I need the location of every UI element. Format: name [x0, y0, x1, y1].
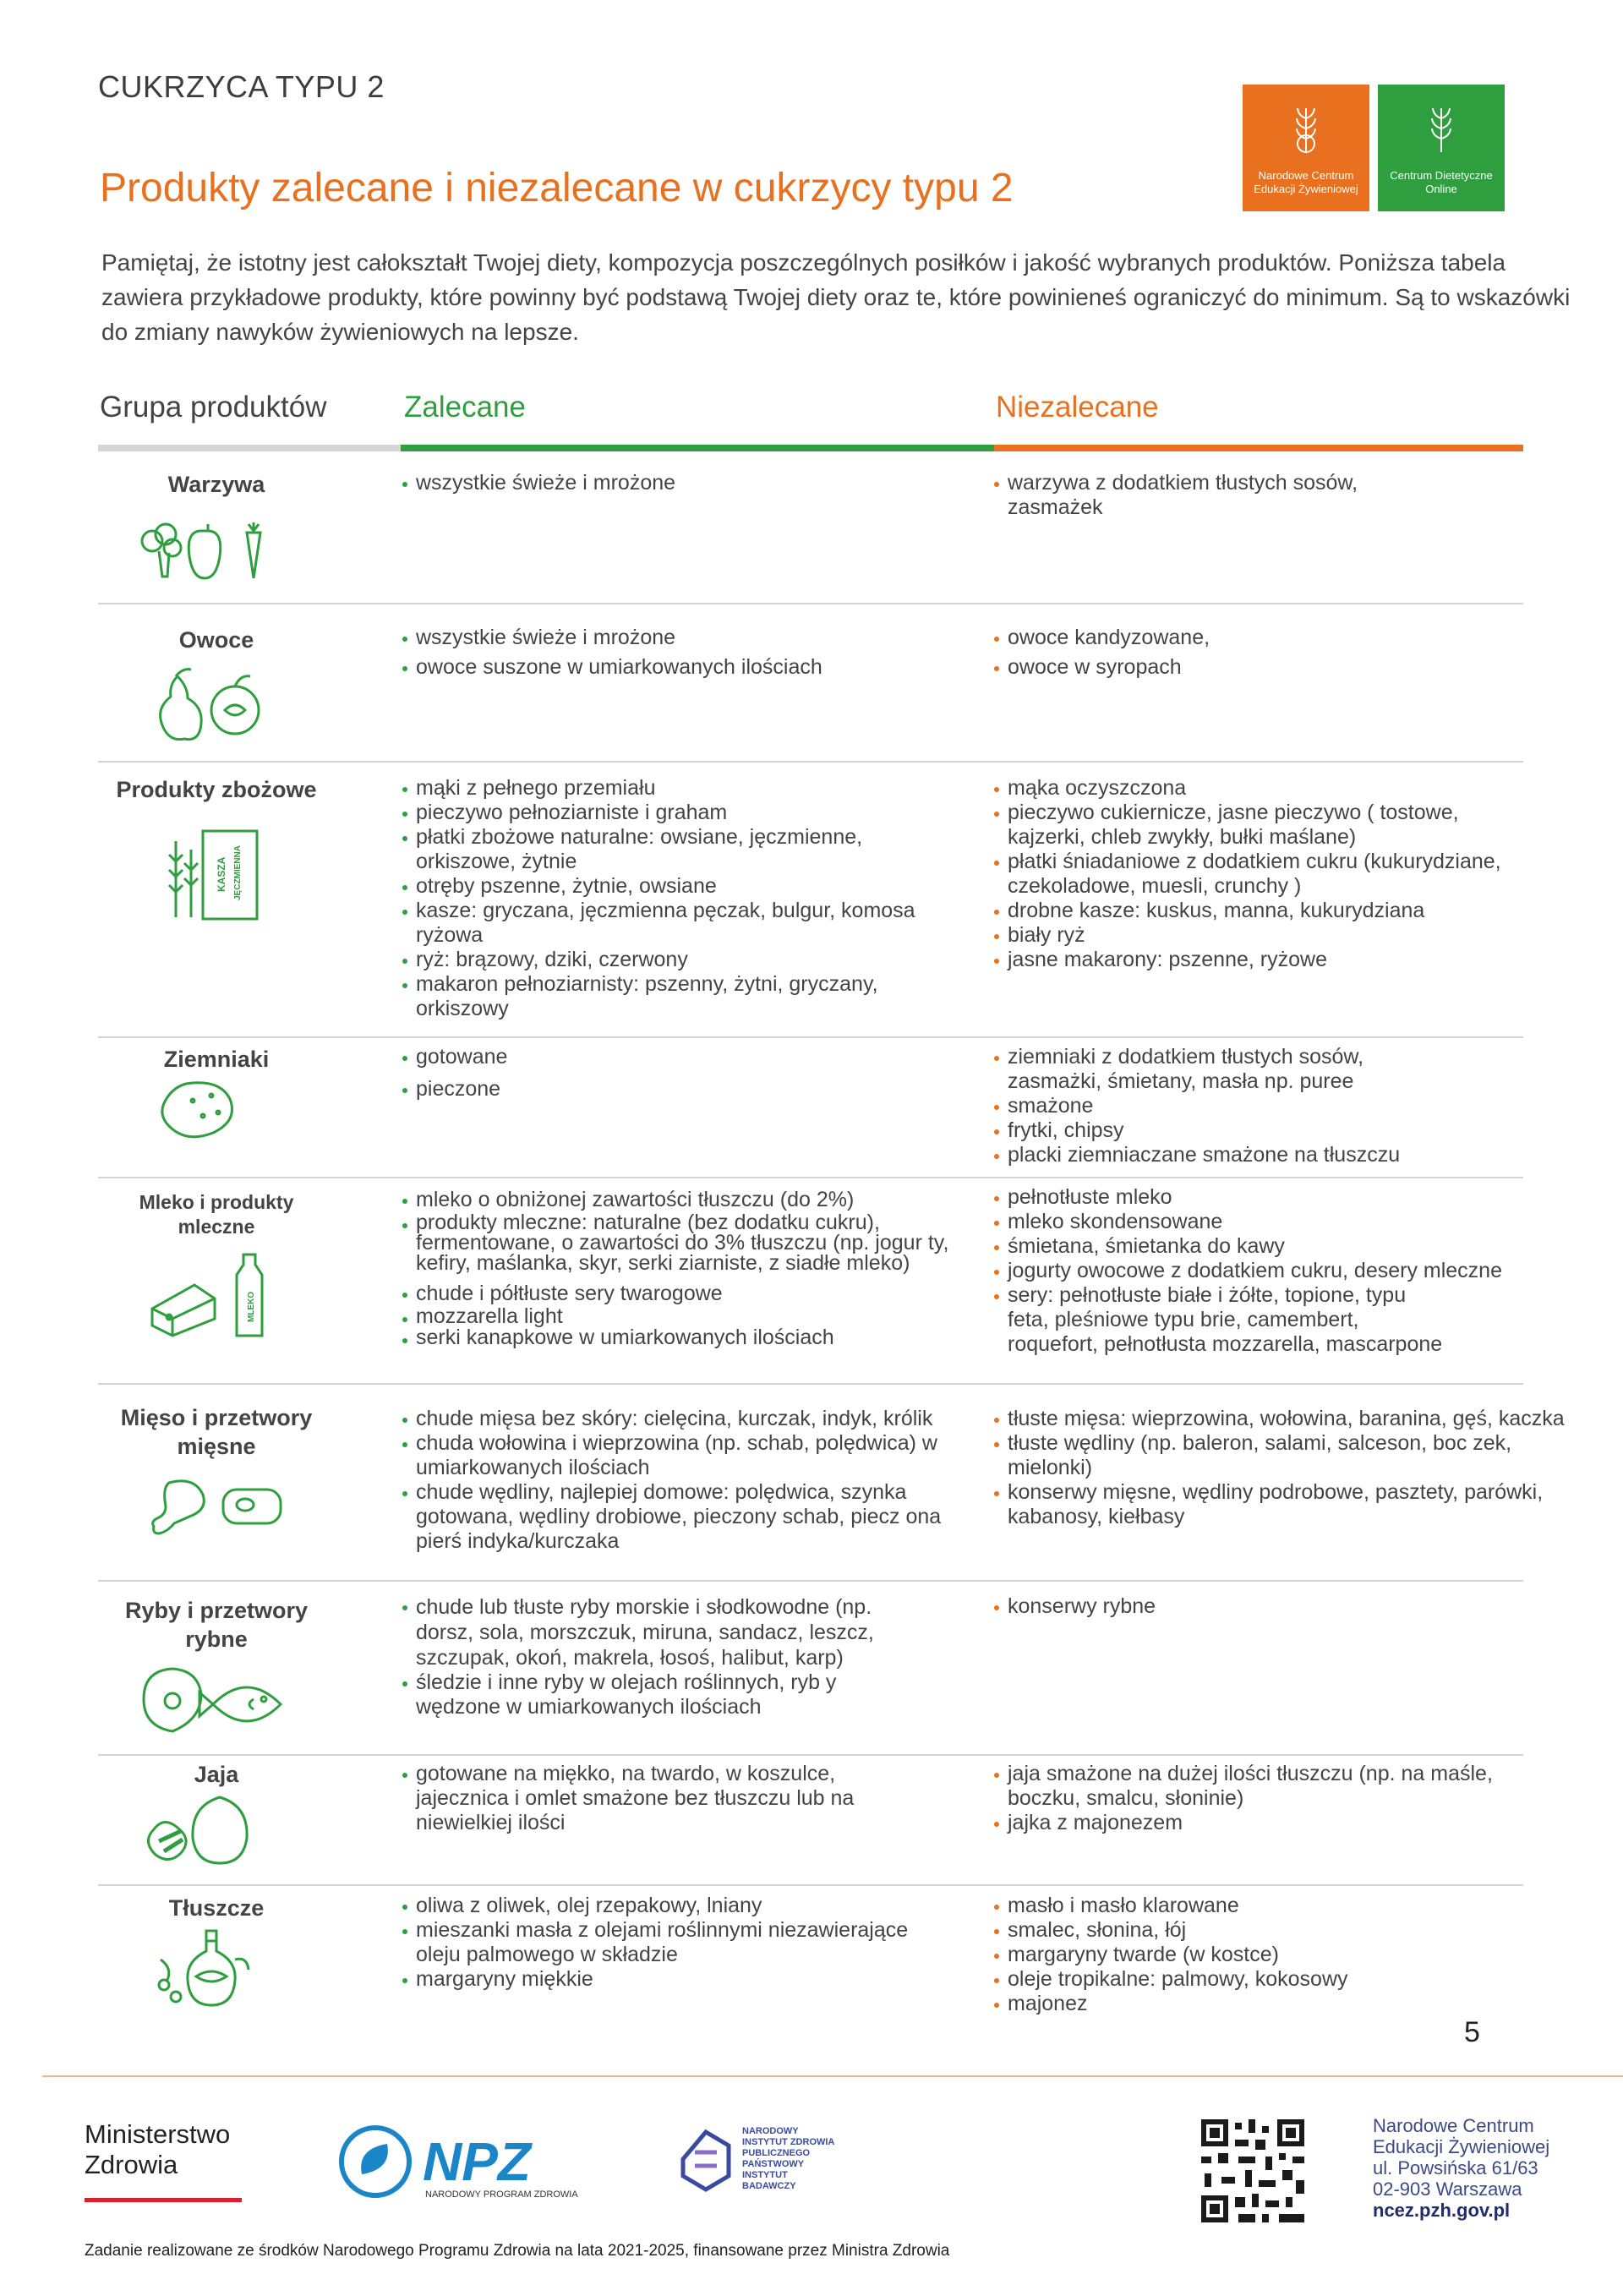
list-item: chude lub tłuste ryby morskie i słodkowodne (np. dorsz, sola, morszczuk, miruna, sandacz, leszcz, szczupak, okoń, makrela, łosoś, halibut, karp) — [402, 1594, 910, 1670]
row-divider — [98, 1036, 1523, 1038]
ministry-logo: Ministerstwo Zdrowia — [85, 2119, 231, 2179]
npz-logo: NPZ — [423, 2131, 531, 2192]
group-fish-label: Ryby i przetwory rybne — [124, 1598, 309, 1652]
list-nrec-meat — [994, 1407, 1577, 1529]
list-item: sery: pełnotłuste białe i żółte, topione, typu feta, pleśniowe typu brie, camembert, roquefort, pełnotłusta mozzarella, mascarpone — [994, 1283, 1447, 1357]
list-item: masło i masło klarowane — [994, 1894, 1586, 1918]
address-line: Narodowe Centrum — [1373, 2115, 1534, 2136]
list-item: gotowane na miękko, na twardo, w koszulce, jajecznica i omlet smażone bez tłuszczu lub na niewielkiej ilości — [402, 1762, 876, 1835]
row-divider — [98, 761, 1523, 763]
list-rec-vegetables — [402, 471, 994, 495]
list-item: tłuste wędliny (np. baleron, salami, salceson, boc zek, mielonki) — [994, 1431, 1532, 1480]
meat-icon — [135, 1471, 287, 1539]
svg-text:KASZA: KASZA — [216, 856, 227, 892]
list-item: chude mięsa bez skóry: cielęcina, kurczak, indyk, królik — [402, 1407, 994, 1431]
list-rec-eggs — [402, 1762, 876, 1835]
list-item: ziemniaki z dodatkiem tłustych sosów, zasmażki, śmietany, masła np. puree — [994, 1045, 1434, 1094]
list-rec-meat — [402, 1407, 994, 1554]
list-item: pieczywo pełnoziarniste i graham — [402, 801, 994, 825]
wheat-icon — [1424, 101, 1458, 156]
list-item: majonez — [994, 1992, 1586, 2016]
npz-emblem-icon — [333, 2124, 418, 2200]
oil-icon — [135, 1926, 279, 2010]
group-grains: Produkty zbożowe — [116, 777, 317, 802]
group-eggs: Jaja — [194, 1762, 239, 1787]
list-nrec-dairy — [994, 1185, 1527, 1357]
header-bar-recommended — [401, 445, 994, 451]
list-item: tłuste mięsa: wieprzowina, wołowina, baranina, gęś, kaczka — [994, 1407, 1577, 1431]
group-dairy-label: Mleko i produkty mleczne — [139, 1191, 294, 1238]
list-item: drobne kasze: kuskus, manna, kukurydziana — [994, 899, 1518, 923]
list-item: chuda wołowina i wieprzowina (np. schab, polędwica) w umiarkowanych ilościach — [402, 1431, 965, 1480]
list-item: mleko skondensowane — [994, 1210, 1527, 1234]
group-fats: Tłuszcze — [168, 1895, 265, 1921]
document-label: CUKRZYCA TYPU 2 — [98, 69, 385, 104]
list-item: margaryny twarde (w kostce) — [994, 1943, 1586, 1967]
list-item: jogurty owocowe z dodatkiem cukru, desery mleczne — [994, 1259, 1527, 1283]
list-nrec-fish — [994, 1594, 1586, 1619]
list-item: wszystkie świeże i mrożone — [402, 471, 994, 495]
fruits-icon — [135, 659, 279, 744]
intro-paragraph: Pamiętaj, że istotny jest całokształt Twojej diety, kompozycja poszczególnych posiłków i jakość wybranych produktów. Poniższa tabela zawiera przykładowe produkty, które powinny być podstawą Twojej diety oraz te, które powinieneś ograniczyć do minimum. Są to wskazówki do zmiany nawyków żywieniowych na lepsze. — [101, 249, 1571, 345]
list-item: owoce suszone w umiarkowanych ilościach — [402, 655, 994, 680]
ncez-logo — [1243, 85, 1369, 211]
address-line: 02-903 Warszawa — [1373, 2178, 1522, 2200]
list-item: ryż: brązowy, dziki, czerwony — [402, 948, 994, 972]
list-item: płatki śniadaniowe z dodatkiem cukru (kukurydziane, czekoladowe, muesli, crunchy ) — [994, 850, 1518, 899]
col-head-recommended: Zalecane — [404, 391, 526, 424]
list-item: chude i półtłuste sery twarogowe — [402, 1282, 994, 1306]
list-item: jaja smażone na dużej ilości tłuszczu (np. na maśle, boczku, smalcu, słoninie) — [994, 1762, 1518, 1811]
header-bar-not-recommended — [994, 445, 1523, 451]
eggs-icon — [135, 1790, 279, 1867]
list-item: chude wędliny, najlepiej domowe: polędwica, szynka gotowana, wędliny drobiowe, pieczony schab, piecz ona pierś indyka/kurczaka — [402, 1480, 991, 1554]
row-divider — [98, 1383, 1523, 1385]
list-item: śledzie i inne ryby w olejach roślinnych, ryb y wędzone w umiarkowanych ilościach — [402, 1670, 855, 1719]
dairy-icon — [135, 1249, 279, 1342]
address-line: Edukacji Żywieniowej — [1373, 2136, 1550, 2157]
list-nrec-potatoes — [994, 1045, 1434, 1167]
list-item: mleko o obniżonej zawartości tłuszczu (do 2%) — [402, 1188, 994, 1212]
footer-divider — [42, 2075, 1623, 2077]
wheat-icon — [1289, 101, 1323, 156]
website-link[interactable]: ncez.pzh.gov.pl — [1373, 2200, 1511, 2221]
list-item: biały ryż — [994, 923, 1518, 948]
list-item: makaron pełnoziarnisty: pszenny, żytni, gryczany, orkiszowy — [402, 972, 923, 1021]
list-item: jasne makarony: pszenne, ryżowe — [994, 948, 1518, 972]
group-meat — [98, 1403, 335, 1461]
list-nrec-fats — [994, 1894, 1586, 2016]
list-item: produkty mleczne: naturalne (bez dodatku cukru), fermentowane, o zawartości do 3% tłuszczu (np. jogur ty, kefiry, maślanka, skyr, serki ziarniste, z siadłe mleko) — [402, 1212, 994, 1273]
cdo-logo-caption: Centrum Dietetyczne Online — [1390, 169, 1493, 195]
npz-logo-subtitle: NARODOWY PROGRAM ZDROWIA — [425, 2189, 578, 2200]
col-head-not-recommended: Niezalecane — [996, 391, 1159, 424]
list-item: mieszanki masła z olejami roślinnymi niezawierające oleju palmowego w składzie — [402, 1918, 940, 1967]
col-head-group: Grupa produktów — [100, 391, 327, 424]
list-item: wszystkie świeże i mrożone — [402, 626, 994, 650]
list-item: otręby pszenne, żytnie, owsiane — [402, 874, 994, 899]
list-item: oliwa z oliwek, olej rzepakowy, lniany — [402, 1894, 994, 1918]
row-divider — [98, 1580, 1523, 1582]
group-fish — [98, 1596, 335, 1654]
list-item: serki kanapkowe w umiarkowanych ilościach — [402, 1327, 994, 1348]
qr-code-icon — [1198, 2116, 1308, 2226]
nizp-logo: NARODOWY INSTYTUT ZDROWIA PUBLICZNEGO PAŃSTWOWY INSTYTUT BADAWCZY — [742, 2126, 834, 2191]
list-item: śmietana, śmietanka do kawy — [994, 1234, 1527, 1259]
list-item: warzywa z dodatkiem tłustych sosów, zasmażek — [994, 471, 1366, 520]
page-title: Produkty zalecane i niezalecane w cukrzycy typu 2 — [100, 166, 1014, 210]
svg-text:MLEKO: MLEKO — [247, 1291, 256, 1322]
row-divider — [98, 1754, 1523, 1756]
header-bar-group — [98, 445, 401, 451]
group-meat-label: Mięso i przetwory mięsne — [120, 1405, 313, 1459]
row-divider — [98, 1884, 1523, 1886]
list-item: smażone — [994, 1094, 1434, 1118]
row-divider — [98, 603, 1523, 604]
list-item: konserwy mięsne, wędliny podrobowe, pasztety, parówki, kabanosy, kiełbasy — [994, 1480, 1566, 1529]
group-vegetables: Warzywa — [167, 472, 265, 497]
list-item: placki ziemniaczane smażone na tłuszczu — [994, 1143, 1434, 1167]
group-dairy — [98, 1190, 335, 1239]
address-line: ul. Powsińska 61/63 — [1373, 2157, 1538, 2178]
list-nrec-vegetables — [994, 471, 1366, 520]
grains-icon — [135, 824, 279, 926]
list-item: mąki z pełnego przemiału — [402, 776, 994, 801]
list-item: pieczone — [402, 1077, 994, 1102]
list-item: owoce w syropach — [994, 655, 1586, 680]
cdo-logo — [1378, 85, 1505, 211]
list-rec-grains — [402, 776, 994, 1021]
list-item: oleje tropikalne: palmowy, kokosowy — [994, 1967, 1586, 1992]
list-rec-fruits — [402, 626, 994, 680]
list-item: kasze: gryczana, jęczmienna pęczak, bulgur, komosa ryżowa — [402, 899, 957, 948]
list-rec-fats — [402, 1894, 994, 1992]
list-item: pieczywo cukiernicze, jasne pieczywo ( tostowe, kajzerki, chleb zwykły, bułki maślane) — [994, 801, 1518, 850]
list-item: margaryny miękkie — [402, 1967, 994, 1992]
list-item: mozzarella light — [402, 1306, 994, 1327]
list-item: pełnotłuste mleko — [994, 1185, 1527, 1210]
vegetables-icon — [135, 516, 279, 583]
group-potatoes: Ziemniaki — [163, 1047, 270, 1072]
list-item: mąka oczyszczona — [994, 776, 1518, 801]
ncez-logo-caption: Narodowe Centrum Edukacji Żywieniowej — [1254, 169, 1358, 195]
svg-text:JĘCZMIENNA: JĘCZMIENNA — [233, 845, 243, 900]
list-item: gotowane — [402, 1045, 994, 1069]
list-rec-potatoes — [402, 1045, 994, 1102]
row-divider — [98, 1177, 1523, 1178]
page-number: 5 — [1464, 2016, 1480, 2048]
list-item: smalec, słonina, łój — [994, 1918, 1586, 1943]
ministry-logo-bar — [85, 2198, 242, 2202]
list-rec-dairy — [402, 1188, 994, 1348]
list-item: konserwy rybne — [994, 1594, 1586, 1619]
fish-icon — [135, 1662, 296, 1738]
address-block — [1373, 2115, 1549, 2221]
group-fruits: Owoce — [178, 627, 254, 653]
list-item: jajka z majonezem — [994, 1811, 1518, 1835]
list-item: płatki zbożowe naturalne: owsiane, jęczmienne, orkiszowe, żytnie — [402, 825, 889, 874]
list-nrec-eggs — [994, 1762, 1518, 1835]
funding-note: Zadanie realizowane ze środków Narodowego Programu Zdrowia na lata 2021-2025, finansowane przez Ministra Zdrowia — [85, 2242, 950, 2260]
list-nrec-fruits — [994, 626, 1586, 680]
list-rec-fish — [402, 1594, 910, 1719]
nizp-emblem-icon — [676, 2125, 735, 2193]
list-item: owoce kandyzowane, — [994, 626, 1586, 650]
potato-icon — [135, 1075, 279, 1143]
list-nrec-grains — [994, 776, 1518, 972]
list-item: frytki, chipsy — [994, 1118, 1434, 1143]
